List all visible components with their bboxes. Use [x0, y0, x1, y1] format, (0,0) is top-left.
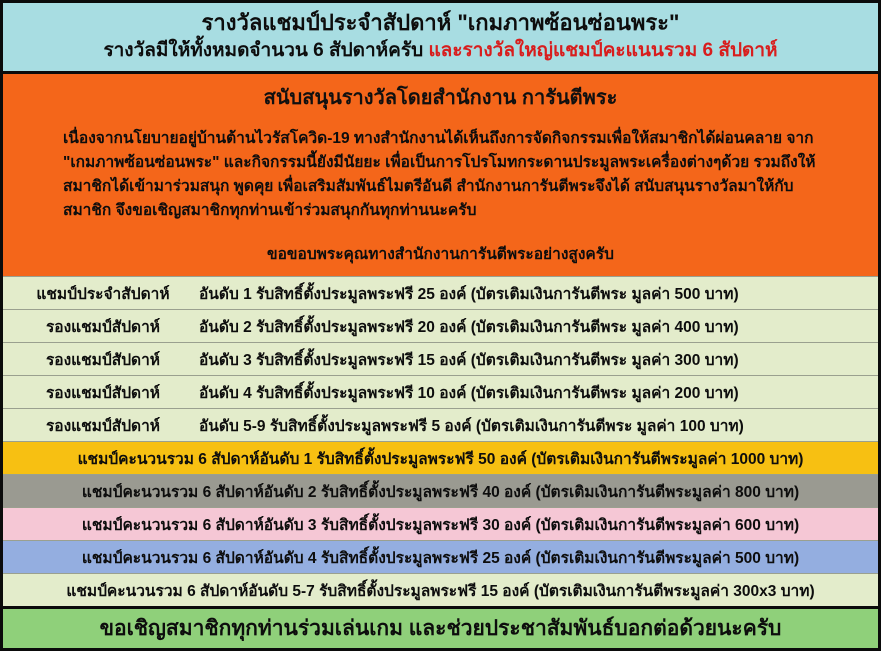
- prize-desc: แชมป์คะนวนรวม 6 สัปดาห์อันดับ 4 รับสิทธิ์ตั้งประมูลพระฟรี 25 องค์ (บัตรเติมเงินการันตีพระมูลค่า 500 บาท): [81, 549, 800, 567]
- table-row: [3, 474, 878, 507]
- prize-desc: แชมป์คะนวนรวม 6 สัปดาห์อันดับ 2 รับสิทธิ์ตั้งประมูลพระฟรี 40 องค์ (บัตรเติมเงินการันตีพระมูลค่า 800 บาท): [81, 483, 800, 501]
- prize-label: แชมป์ประจำสัปดาห์: [36, 285, 170, 303]
- prize-label: รองแชมป์สัปดาห์: [45, 384, 161, 402]
- prize-desc: อันดับ 4 รับสิทธิ์ตั้งประมูลพระฟรี 10 องค์ (บัตรเติมเงินการันตีพระ มูลค่า 200 บาท): [199, 384, 739, 402]
- page-title: รางวัลแชมป์ประจำสัปดาห์ "เกมภาพซ้อนซ่อนพระ": [201, 10, 680, 35]
- thanks-text: ขอขอบพระคุณทางสำนักงานการันตีพระอย่างสูงครับ: [3, 229, 878, 276]
- prize-desc: อันดับ 5-9 รับสิทธิ์ตั้งประมูลพระฟรี 5 องค์ (บัตรเติมเงินการันตีพระ มูลค่า 100 บาท): [199, 417, 744, 435]
- prize-label: รองแชมป์สัปดาห์: [45, 318, 161, 336]
- sponsor-title-bar: [3, 74, 878, 117]
- prize-desc: แชมป์คะนวนรวม 6 สัปดาห์อันดับ 3 รับสิทธิ์ตั้งประมูลพระฟรี 30 องค์ (บัตรเติมเงินการันตีพระมูลค่า 600 บาท): [81, 516, 800, 534]
- poster-header: [3, 3, 878, 74]
- prize-list: [3, 276, 878, 606]
- header-subtitle-highlight: และรางวัลใหญ่แชมป์คะแนนรวม 6 สัปดาห์: [428, 39, 778, 61]
- table-row: [3, 507, 878, 540]
- header-subtitle-main: รางวัลมีให้ทั้งหมดจำนวน 6 สัปดาห์ครับ: [103, 39, 424, 61]
- table-row: [3, 408, 878, 441]
- prize-label: รองแชมป์สัปดาห์: [45, 417, 161, 435]
- sponsor-paragraph: เนื่องจากนโยบายอยู่บ้านต้านไวรัสโควิด-19 ทางสำนักงานได้เห็นถึงการจัดกิจกรรมเพื่อให้สมาชิกได้ผ่อนคลาย จาก "เกมภาพซ้อนซ่อนพระ" และกิจกรรมนี้ยังมีนัยยะ เพื่อเป็นการโปรโมทกระดานประมูลพระเครื่องต่างๆด้วย รวมถึงให้สมาชิกได้เข้ามาร่วมสนุก พูดคุย เพื่อเสริมสัมพันธ์ไมตรีอันดี สำนักงานการันตีพระจึงได้ สนับสนุนรางวัลมาให้กับสมาชิก จึงขอเชิญสมาชิกทุกท่านเข้าร่วมสนุกกันทุกท่านนะครับ: [3, 117, 878, 229]
- table-row: [3, 540, 878, 573]
- prize-desc: อันดับ 2 รับสิทธิ์ตั้งประมูลพระฟรี 20 องค์ (บัตรเติมเงินการันตีพระ มูลค่า 400 บาท): [199, 318, 739, 336]
- footer-text: ขอเชิญสมาชิกทุกท่านร่วมเล่นเกม และช่วยประชาสัมพันธ์บอกต่อด้วยนะครับ: [99, 617, 782, 641]
- table-row: [3, 573, 878, 606]
- prize-desc: อันดับ 3 รับสิทธิ์ตั้งประมูลพระฟรี 15 องค์ (บัตรเติมเงินการันตีพระ มูลค่า 300 บาท): [199, 351, 739, 369]
- table-row: [3, 309, 878, 342]
- poster-footer: [3, 606, 878, 648]
- prize-desc: อันดับ 1 รับสิทธิ์ตั้งประมูลพระฟรี 25 องค์ (บัตรเติมเงินการันตีพระ มูลค่า 500 บาท): [199, 285, 739, 303]
- header-subtitle: [11, 39, 870, 64]
- table-row: [3, 375, 878, 408]
- prize-desc: แชมป์คะนวนรวม 6 สัปดาห์อันดับ 1 รับสิทธิ์ตั้งประมูลพระฟรี 50 องค์ (บัตรเติมเงินการันตีพระมูลค่า 1000 บาท): [77, 450, 804, 468]
- table-row: [3, 276, 878, 309]
- table-row: [3, 441, 878, 474]
- prize-label: รองแชมป์สัปดาห์: [45, 351, 161, 369]
- table-row: [3, 342, 878, 375]
- prize-desc: แชมป์คะนวนรวม 6 สัปดาห์อันดับ 5-7 รับสิทธิ์ตั้งประมูลพระฟรี 15 องค์ (บัตรเติมเงินการันตีพระมูลค่า 300x3 บาท): [66, 582, 815, 600]
- sponsor-title: สนับสนุนรางวัลโดยสำนักงาน การันตีพระ: [263, 87, 618, 110]
